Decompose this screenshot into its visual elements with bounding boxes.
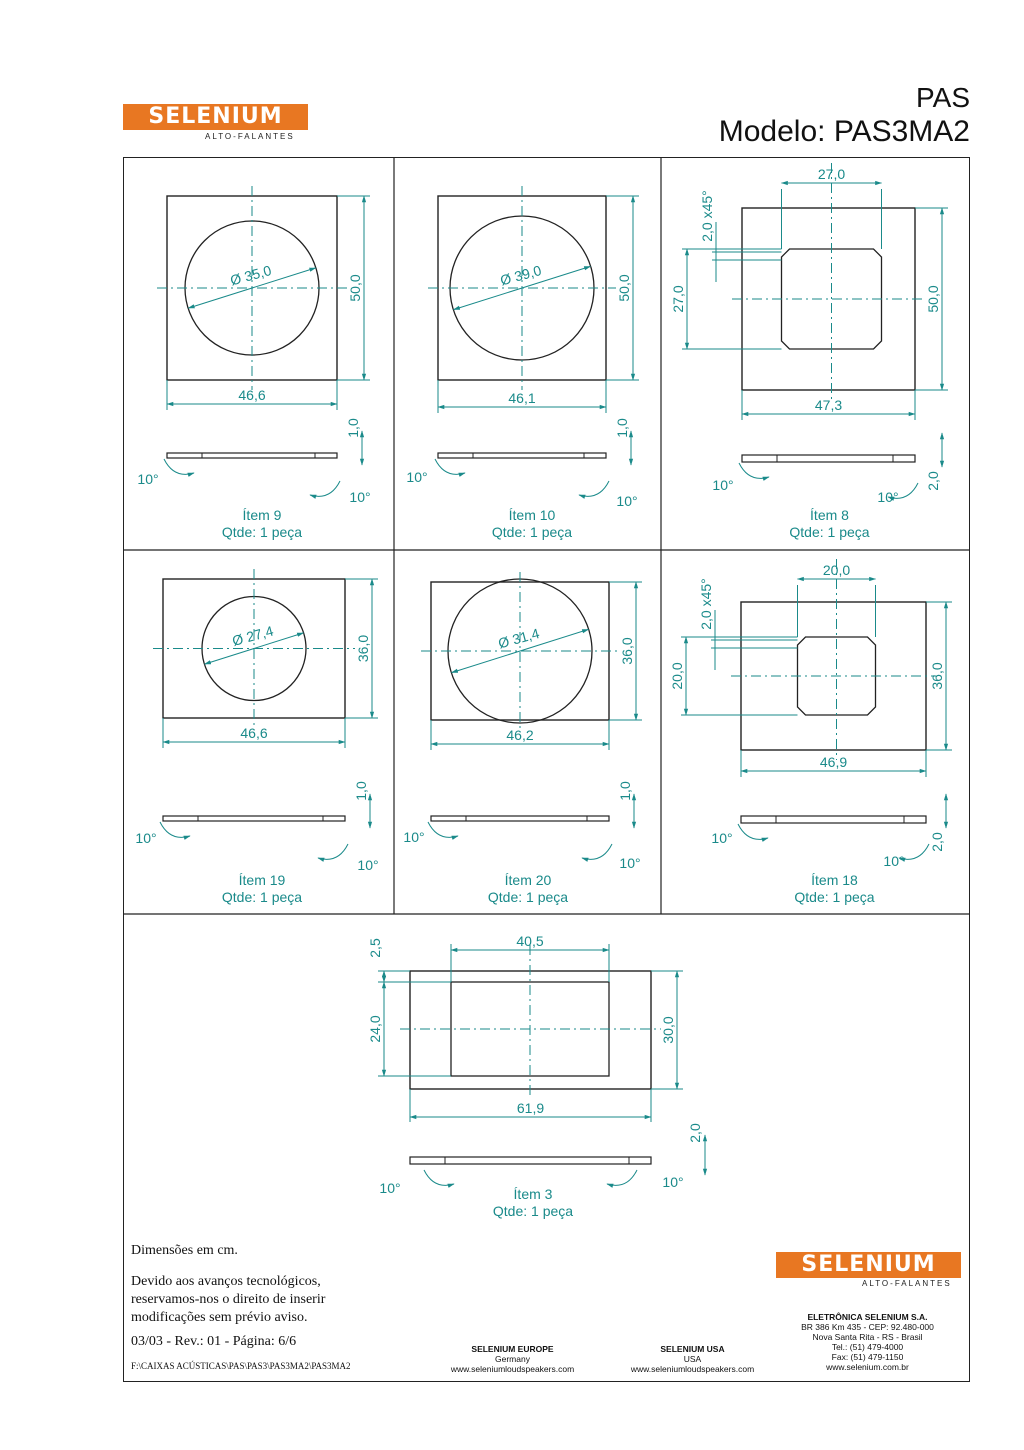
diameter-label: Ø 39,0 <box>498 262 544 289</box>
width-dim-label: 46,9 <box>819 754 848 770</box>
item-label: Ítem 20 <box>504 872 552 888</box>
angle-right-arc <box>607 1170 637 1185</box>
angle-left-arc <box>428 822 458 837</box>
height-dim-label: 50,0 <box>347 274 363 302</box>
width-dim-label: 46,1 <box>508 390 536 406</box>
panel-item3 <box>367 933 705 1219</box>
thickness-label: 1,0 <box>617 781 633 801</box>
angle-left-arc <box>435 459 465 474</box>
edge-profile <box>410 1157 651 1164</box>
diameter-label: Ø 35,0 <box>228 262 274 289</box>
width-dim-label: 61,9 <box>516 1100 545 1116</box>
revision-text: 03/03 - Rev.: 01 - Página: 6/6 <box>131 1334 297 1349</box>
inner-width-dim-label: 20,0 <box>822 562 851 578</box>
thickness-label: 2,0 <box>925 471 941 491</box>
brand-logo: SELENIUM <box>123 104 308 130</box>
item-label: Ítem 19 <box>238 872 286 888</box>
panel-item9 <box>137 186 370 540</box>
width-dim-label: 46,6 <box>240 725 268 741</box>
width-dim-label: 46,6 <box>238 387 266 403</box>
edge-profile <box>742 455 915 462</box>
angle-right-label: 10° <box>349 489 371 505</box>
angle-right-label: 10° <box>877 489 899 505</box>
company-fax: Fax: (51) 479-1150 <box>831 1352 904 1362</box>
panel-item10 <box>406 186 639 540</box>
company-tel: Tel.: (51) 479-4000 <box>831 1342 904 1352</box>
inner-width-dim-label: 40,5 <box>516 933 544 949</box>
europe-web: www.seleniumloudspeakers.com <box>450 1364 575 1374</box>
company-web: www.selenium.com.br <box>826 1362 909 1372</box>
footer-brand-subtitle: ALTO-FALANTES <box>862 1279 952 1288</box>
width-dim-label: 47,3 <box>814 397 843 413</box>
angle-right-label: 10° <box>357 857 379 873</box>
angle-left-label: 10° <box>403 829 425 845</box>
edge-profile <box>431 816 609 821</box>
chamfer-label: 2,0 x45° <box>699 190 715 242</box>
model-title: Modelo: PAS3MA2 <box>718 115 970 148</box>
qty-label: Qtde: 1 peça <box>221 889 303 905</box>
angle-left-arc <box>739 463 769 478</box>
angle-left-arc <box>738 824 768 839</box>
units-note: Dimensões em cm. <box>131 1243 238 1258</box>
diameter-label: Ø 31,4 <box>496 625 542 652</box>
qty-label: Qtde: 1 peça <box>221 524 303 540</box>
item-label: Ítem 10 <box>508 507 556 523</box>
diameter-label: Ø 27,4 <box>230 622 276 649</box>
qty-label: Qtde: 1 peça <box>491 524 573 540</box>
usa-office <box>610 1344 775 1374</box>
company-address-1: BR 386 Km 435 - CEP: 92.480-000 <box>801 1322 934 1332</box>
company-info <box>780 1312 955 1372</box>
disclaimer-line-1: Devido aos avanços tecnológicos, <box>131 1274 321 1289</box>
thickness-label: 2,0 <box>929 832 945 852</box>
angle-right-label: 10° <box>619 855 641 871</box>
document-title: PAS <box>916 82 970 113</box>
inner-height-dim-label: 27,0 <box>670 285 686 313</box>
angle-left-label: 10° <box>406 469 428 485</box>
disclaimer-line-3: modificações sem prévio aviso. <box>131 1310 308 1325</box>
angle-left-arc <box>164 459 194 474</box>
angle-right-arc <box>579 481 609 496</box>
edge-profile <box>741 816 926 823</box>
qty-label: Qtde: 1 peça <box>794 889 875 905</box>
angle-right-arc <box>310 481 340 496</box>
height-dim-label: 36,0 <box>619 637 635 665</box>
angle-left-label: 10° <box>711 830 733 846</box>
panel-item18 <box>669 559 952 905</box>
brand-logo-subtitle: ALTO-FALANTES <box>205 132 295 141</box>
qty-label: Qtde: 1 peça <box>789 524 870 540</box>
angle-left-label: 10° <box>135 830 157 846</box>
inner-height-dim-label: 20,0 <box>669 662 685 690</box>
edge-profile <box>167 453 337 458</box>
disclaimer-line-2: reservamos-nos o direito de inserir <box>131 1292 326 1307</box>
angle-right-label: 10° <box>883 853 905 869</box>
angle-left-label: 10° <box>379 1180 401 1196</box>
item-label: Ítem 3 <box>513 1186 553 1202</box>
europe-title: SELENIUM EUROPE <box>471 1344 554 1354</box>
panel-item19 <box>135 569 378 905</box>
angle-left-label: 10° <box>137 471 159 487</box>
height-dim-label: 30,0 <box>660 1016 676 1044</box>
qty-label: Qtde: 1 peça <box>492 1203 574 1219</box>
usa-web: www.seleniumloudspeakers.com <box>630 1364 755 1374</box>
thickness-label: 1,0 <box>353 781 369 801</box>
panel-item20 <box>403 572 642 905</box>
angle-right-label: 10° <box>616 493 638 509</box>
europe-country: Germany <box>495 1354 530 1364</box>
angle-right-arc <box>318 844 348 859</box>
height-dim-label: 36,0 <box>929 662 945 690</box>
file-path: F:\CAIXAS ACÚSTICAS\PAS\PAS3\PAS3MA2\PAS3MA2 <box>131 1361 351 1371</box>
edge-profile <box>163 816 345 821</box>
thickness-label: 2,0 <box>687 1123 703 1143</box>
item-label: Ítem 8 <box>810 507 849 523</box>
qty-label: Qtde: 1 peça <box>487 889 569 905</box>
width-dim-label: 46,2 <box>506 727 534 743</box>
europe-office <box>430 1344 595 1374</box>
item-label: Ítem 18 <box>811 872 858 888</box>
item-label: Ítem 9 <box>242 507 282 523</box>
angle-left-label: 10° <box>712 477 734 493</box>
thickness-label: 1,0 <box>345 418 361 438</box>
company-name: ELETRÔNICA SELENIUM S.A. <box>807 1312 928 1322</box>
inner-height-dim-label: 24,0 <box>367 1015 383 1043</box>
top-margin-label: 2,5 <box>367 938 383 958</box>
panel-item8 <box>670 163 948 540</box>
usa-country: USA <box>683 1354 702 1364</box>
angle-right-label: 10° <box>662 1174 684 1190</box>
footer-brand-logo: SELENIUM <box>776 1252 961 1278</box>
angle-left-arc <box>424 1170 454 1185</box>
height-dim-label: 36,0 <box>355 634 371 663</box>
edge-profile <box>438 453 606 458</box>
height-dim-label: 50,0 <box>616 274 632 302</box>
company-address-2: Nova Santa Rita - RS - Brasil <box>812 1332 923 1342</box>
height-dim-label: 50,0 <box>925 285 941 313</box>
chamfer-label: 2,0 x45° <box>698 578 714 630</box>
inner-width-dim-label: 27,0 <box>817 166 846 182</box>
thickness-label: 1,0 <box>614 418 630 438</box>
usa-title: SELENIUM USA <box>660 1344 725 1354</box>
angle-left-arc <box>160 822 190 837</box>
angle-right-arc <box>582 844 612 859</box>
